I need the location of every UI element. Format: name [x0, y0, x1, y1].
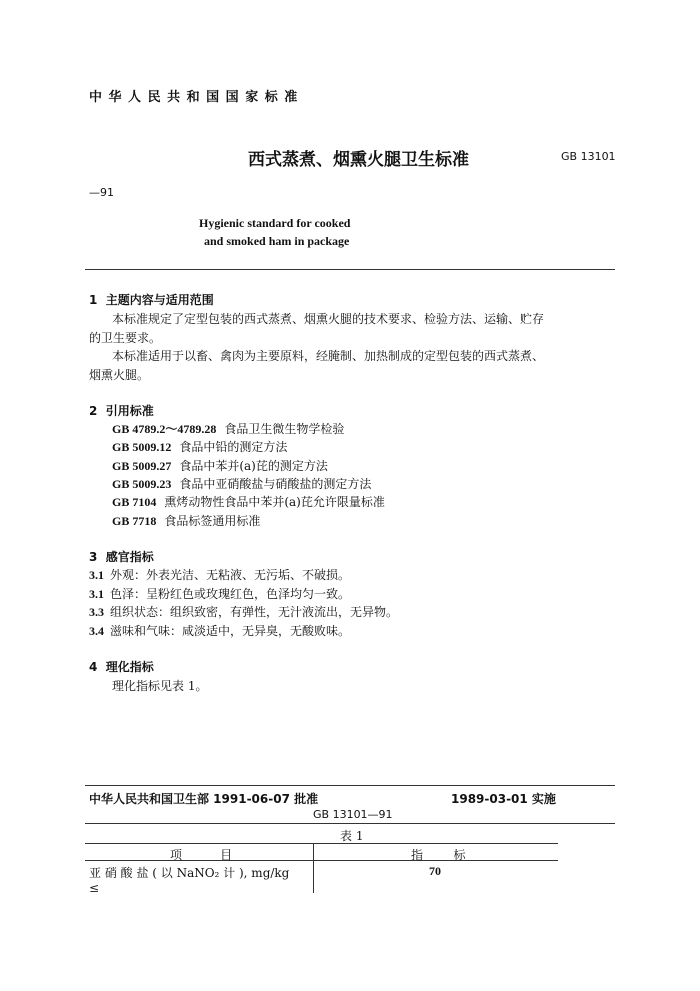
footer-divider [85, 785, 615, 786]
section-3-title: 感官指标 [105, 550, 154, 564]
reference-item [112, 438, 287, 455]
sensory-item-text: 色泽：呈粉红色或玫瑰红色，色泽均匀一致。 [110, 587, 351, 601]
table-header-border [85, 860, 558, 861]
org-title: 中 华 人 民 共 和 国 国 家 标 准 [89, 90, 299, 105]
section-1-para-1-line-2: 的卫生要求。 [89, 331, 162, 345]
section-2-heading [89, 402, 154, 419]
section-1-para-2-line-2: 烟熏火腿。 [89, 368, 150, 382]
standard-code: GB 13101 [561, 150, 616, 163]
reference-code: GB 5009.23 [112, 477, 172, 491]
reference-code: GB 7104 [112, 495, 157, 509]
footer-bottom-divider [85, 823, 615, 824]
standard-year: —91 [89, 186, 114, 199]
section-2-number: 2 [89, 404, 98, 418]
sensory-item-text: 外观：外表光洁、无粘液、无污垢、不破损。 [110, 568, 351, 582]
section-4-number: 4 [89, 660, 98, 674]
reference-text: 食品中苯并(a)芘的测定方法 [179, 459, 328, 473]
section-3-heading [89, 548, 154, 565]
section-1-para-1-line-1: 本标准规定了定型包装的西式蒸煮、烟熏火腿的技术要求、检验方法、运输、贮存 [112, 312, 545, 326]
section-1-number: 1 [89, 293, 98, 307]
sensory-item [89, 566, 350, 583]
reference-item [112, 475, 371, 492]
reference-text: 食品卫生微生物学检验 [224, 422, 345, 436]
reference-code: GB 7718 [112, 514, 157, 528]
table-header-item: 项 目 [170, 848, 233, 862]
english-title-line2: and smoked ham in package [204, 234, 350, 248]
title-divider [85, 269, 615, 270]
sensory-item-text: 组织状态：组织致密，有弹性，无汁液流出，无异物。 [110, 605, 399, 619]
section-4-title: 理化指标 [105, 660, 154, 674]
reference-text: 食品中亚硝酸盐与硝酸盐的测定方法 [179, 477, 372, 491]
reference-text: 食品标签通用标准 [164, 514, 261, 528]
reference-code: GB 4789.2～4789.28 [112, 422, 217, 436]
table-row-item-suffix: ≤ [89, 881, 100, 895]
section-4-heading [89, 658, 154, 675]
reference-code: GB 5009.12 [112, 440, 172, 454]
sensory-item [89, 603, 398, 620]
reference-text: 熏烤动物性食品中苯并(a)芘允许限量标准 [164, 495, 385, 509]
reference-item [112, 493, 385, 510]
implement-date: 1989-03-01 实施 [451, 792, 556, 806]
section-1-heading [89, 291, 214, 308]
sensory-item [89, 585, 350, 602]
reference-item [112, 420, 344, 437]
reference-text: 食品中铅的测定方法 [179, 440, 288, 454]
page-title: 西式蒸煮、烟熏火腿卫生标准 [248, 150, 469, 170]
footer-standard-code: GB 13101—91 [313, 808, 393, 821]
reference-item [112, 457, 328, 474]
section-1-para-2-line-1: 本标准适用于以畜、禽肉为主要原料，经腌制、加热制成的定型包装的西式蒸煮、 [112, 349, 545, 363]
sensory-item-number: 3.4 [89, 624, 104, 638]
table-header-index: 指 标 [411, 848, 466, 862]
sensory-item-number: 3.1 [89, 587, 104, 601]
english-title-line1: Hygienic standard for cooked [199, 216, 351, 230]
table-row-value: 70 [429, 864, 441, 878]
section-1-title: 主题内容与适用范围 [105, 293, 214, 307]
table-row-item: 亚 硝 酸 盐 ( 以 NaNO₂ 计 ), mg/kg [89, 866, 290, 880]
sensory-item-number: 3.1 [89, 568, 104, 582]
approval-line: 中华人民共和国卫生部 1991-06-07 批准 [89, 792, 319, 806]
reference-item [112, 512, 260, 529]
table-column-divider [313, 843, 314, 893]
sensory-item [89, 622, 350, 639]
reference-code: GB 5009.27 [112, 459, 172, 473]
sensory-item-number: 3.3 [89, 605, 104, 619]
section-4-text: 理化指标见表 1。 [112, 679, 208, 693]
table-top-border [85, 843, 558, 844]
table-caption: 表 1 [340, 829, 364, 843]
sensory-item-text: 滋味和气味：咸淡适中，无异臭，无酸败味。 [110, 624, 351, 638]
section-2-title: 引用标准 [105, 404, 154, 418]
section-3-number: 3 [89, 550, 98, 564]
